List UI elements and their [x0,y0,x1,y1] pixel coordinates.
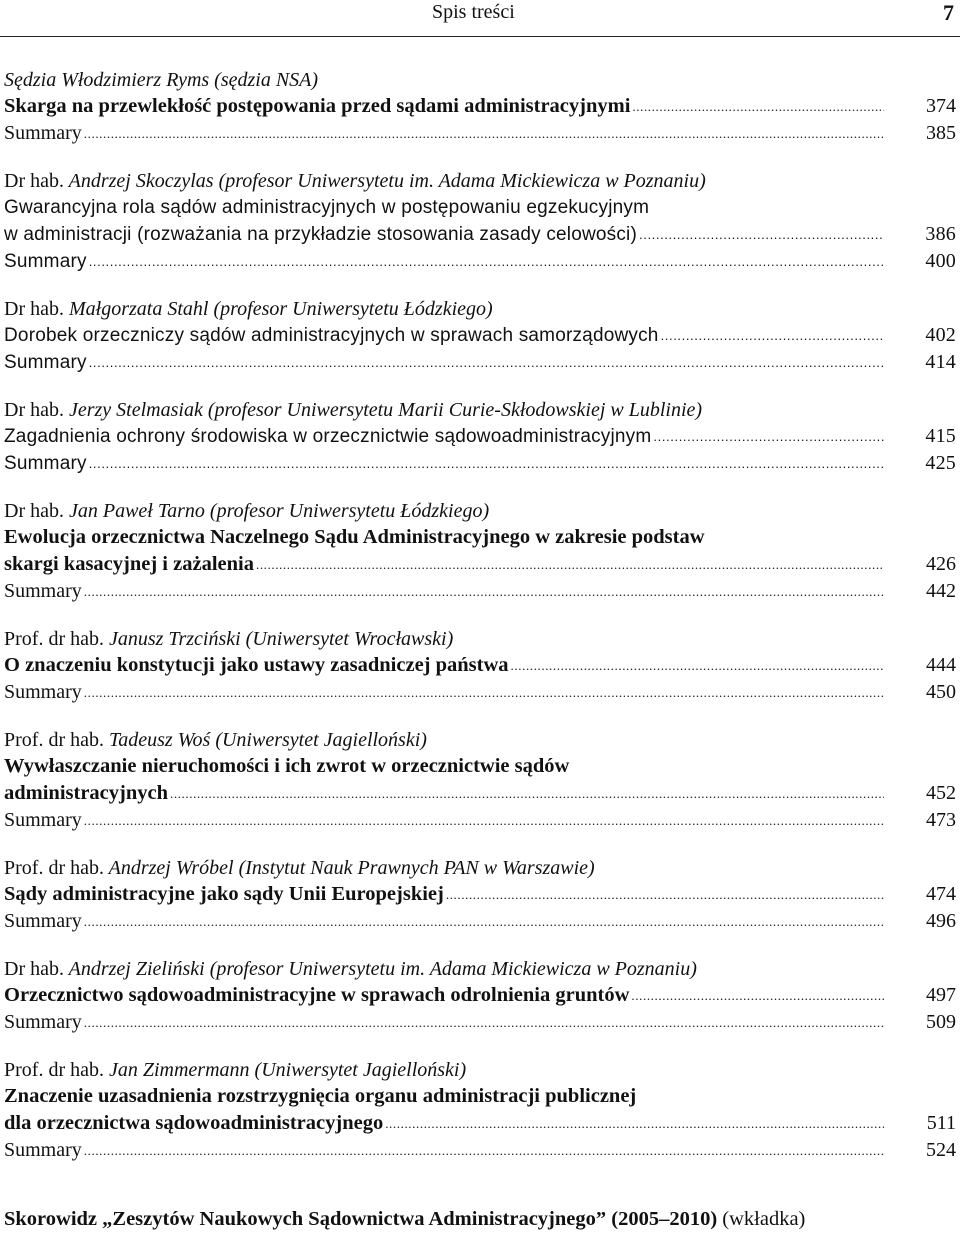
header-rule [0,36,960,37]
entry-title-line[interactable] [4,93,956,120]
author-name: Jerzy Stelmasiak (profesor Uniwersytetu Marii Curie-Skłodowskiej w Lublinie) [63,399,703,421]
dot-leader [82,679,884,706]
entry-title-text: Znaczenie uzasadnienia rozstrzygnięcia organu administracji publicznej [4,1085,637,1107]
dot-leader [87,450,884,477]
summary-label: Summary [4,122,82,144]
entry-author [4,398,956,423]
summary-label: Summary [4,1011,82,1033]
summary-line[interactable] [4,679,956,706]
dot-leader [637,221,884,248]
entry-title-text: Wywłaszczanie nieruchomości i ich zwrot w orzecznictwie sądów [4,755,570,777]
toc-entry [4,169,956,275]
author-degree: Prof. dr hab. [4,628,104,650]
dot-leader [509,652,884,679]
entry-title-line[interactable] [4,1083,956,1110]
footer-suffix: (wkładka) [717,1208,806,1230]
summary-page-number: 414 [925,351,956,373]
dot-leader [82,807,884,834]
summary-page-number: 496 [926,910,956,932]
entry-title-text: Ewolucja orzecznictwa Naczelnego Sądu Administracyjnego w zakresie podstaw [4,526,705,548]
dot-leader [254,551,884,578]
author-degree: Prof. dr hab. [4,729,104,751]
entry-page-number: 415 [925,425,956,447]
dot-leader [82,578,884,605]
entry-title-text: Sądy administracyjne jako sądy Unii Europejskiej [4,883,444,905]
summary-label: Summary [4,1139,82,1161]
entry-page-number: 444 [926,654,956,676]
summary-page-number: 450 [926,681,956,703]
running-title: Spis treści [432,1,515,23]
summary-page-number: 509 [926,1011,956,1033]
author-name: Andrzej Skoczylas (profesor Uniwersytetu im. Adama Mickiewicza w Poznaniu) [63,170,706,192]
dot-leader [82,120,884,147]
dot-leader [444,881,884,908]
author-name: Andrzej Wróbel (Instytut Nauk Prawnych PAN w Warszawie) [103,857,595,879]
summary-line[interactable] [4,578,956,605]
entry-title-line[interactable] [4,780,956,807]
toc-entry [4,398,956,477]
author-name: Tadeusz Woś (Uniwersytet Jagielloński) [103,729,427,751]
dot-leader [168,780,884,807]
entry-title-line[interactable] [4,221,956,248]
entry-author [4,169,956,194]
dot-leader [82,908,884,935]
toc-entry [4,627,956,706]
entry-title-line[interactable] [4,753,956,780]
summary-line[interactable] [4,1137,956,1164]
entry-author [4,1058,956,1083]
entry-title-text: administracyjnych [4,782,168,804]
summary-line[interactable] [4,450,956,477]
entry-page-number: 474 [926,883,956,905]
entry-title-text: Dorobek orzeczniczy sądów administracyjnych w sprawach samorządowych [4,325,659,346]
entry-author [4,297,956,322]
author-degree: Dr hab. [4,958,64,980]
entry-title-line[interactable] [4,1110,956,1137]
dot-leader [87,248,884,275]
entry-title-text: w administracji (rozważania na przykładzie stosowania zasady celowości) [4,224,638,245]
author-degree: Prof. dr hab. [4,857,104,879]
toc-entry [4,957,956,1036]
entry-title-text: O znaczeniu konstytucji jako ustawy zasadniczej państwa [4,654,509,676]
summary-label: Summary [4,580,82,602]
entry-page-number: 402 [925,324,956,346]
table-of-contents [4,68,956,1186]
entry-title-line[interactable] [4,881,956,908]
entry-page-number: 497 [926,984,956,1006]
author-degree: Dr hab. [4,298,64,320]
entry-author [4,499,956,524]
entry-author [4,728,956,753]
dot-leader [87,349,884,376]
toc-entry [4,68,956,147]
footer-note [4,1208,805,1231]
summary-page-number: 425 [925,452,956,474]
author-name: Sędzia Włodzimierz Ryms (sędzia NSA) [4,69,319,91]
summary-page-number: 385 [926,122,956,144]
entry-page-number: 511 [926,1112,956,1134]
summary-page-number: 442 [926,580,956,602]
entry-author [4,856,956,881]
entry-title-line[interactable] [4,551,956,578]
summary-page-number: 400 [925,250,956,272]
summary-line[interactable] [4,908,956,935]
toc-entry [4,1058,956,1164]
toc-entry [4,499,956,605]
summary-label: Summary [4,910,82,932]
summary-line[interactable] [4,248,956,275]
footer-title: Skorowidz „Zeszytów Naukowych Sądownictwa Administracyjnego” (2005–2010) [4,1208,718,1230]
entry-title-line[interactable] [4,194,956,221]
author-degree: Dr hab. [4,500,64,522]
dot-leader [82,1137,884,1164]
entry-title-line[interactable] [4,322,956,349]
summary-line[interactable] [4,349,956,376]
entry-title-text: skargi kasacyjnej i zażalenia [4,553,254,575]
dot-leader [82,1009,884,1036]
entry-title-text: Gwarancyjna rola sądów administracyjnych w postępowaniu egzekucyjnym [4,197,650,218]
page-number: 7 [943,0,954,25]
author-name: Małgorzata Stahl (profesor Uniwersytetu Łódzkiego) [63,298,493,320]
toc-entry [4,728,956,834]
author-name: Andrzej Zieliński (profesor Uniwersytetu im. Adama Mickiewicza w Poznaniu) [63,958,697,980]
entry-title-text: Orzecznictwo sądowoadministracyjne w sprawach odrolnienia gruntów [4,984,630,1006]
entry-author [4,68,956,93]
summary-label: Summary [4,681,82,703]
entry-title-line[interactable] [4,423,956,450]
page-header [0,0,960,36]
dot-leader [630,93,884,120]
summary-page-number: 524 [926,1139,956,1161]
summary-page-number: 473 [926,809,956,831]
entry-title-text: Skarga na przewlekłość postępowania przed sądami administracyjnymi [4,95,631,117]
toc-entry [4,297,956,376]
summary-label: Summary [4,251,87,272]
summary-line[interactable] [4,807,956,834]
summary-label: Summary [4,352,87,373]
dot-leader [383,1110,884,1137]
dot-leader [659,322,884,349]
dot-leader [651,423,884,450]
entry-title-text: dla orzecznictwa sądowoadministracyjnego [4,1112,384,1134]
entry-title-text: Zagadnienia ochrony środowiska w orzecznictwie sądowoadministracyjnym [4,426,652,447]
entry-title-line[interactable] [4,982,956,1009]
summary-label: Summary [4,809,82,831]
author-name: Janusz Trzciński (Uniwersytet Wrocławski) [103,628,454,650]
entry-author [4,627,956,652]
author-name: Jan Zimmermann (Uniwersytet Jagielloński) [103,1059,467,1081]
entry-title-line[interactable] [4,524,956,551]
toc-entry [4,856,956,935]
author-name: Jan Paweł Tarno (profesor Uniwersytetu Łódzkiego) [63,500,490,522]
entry-page-number: 386 [925,223,956,245]
author-degree: Prof. dr hab. [4,1059,104,1081]
entry-page-number: 452 [926,782,956,804]
author-degree: Dr hab. [4,399,64,421]
summary-line[interactable] [4,1009,956,1036]
entry-page-number: 374 [926,95,956,117]
entry-title-line[interactable] [4,652,956,679]
author-degree: Dr hab. [4,170,64,192]
entry-page-number: 426 [926,553,956,575]
entry-author [4,957,956,982]
summary-line[interactable] [4,120,956,147]
dot-leader [629,982,884,1009]
summary-label: Summary [4,453,87,474]
